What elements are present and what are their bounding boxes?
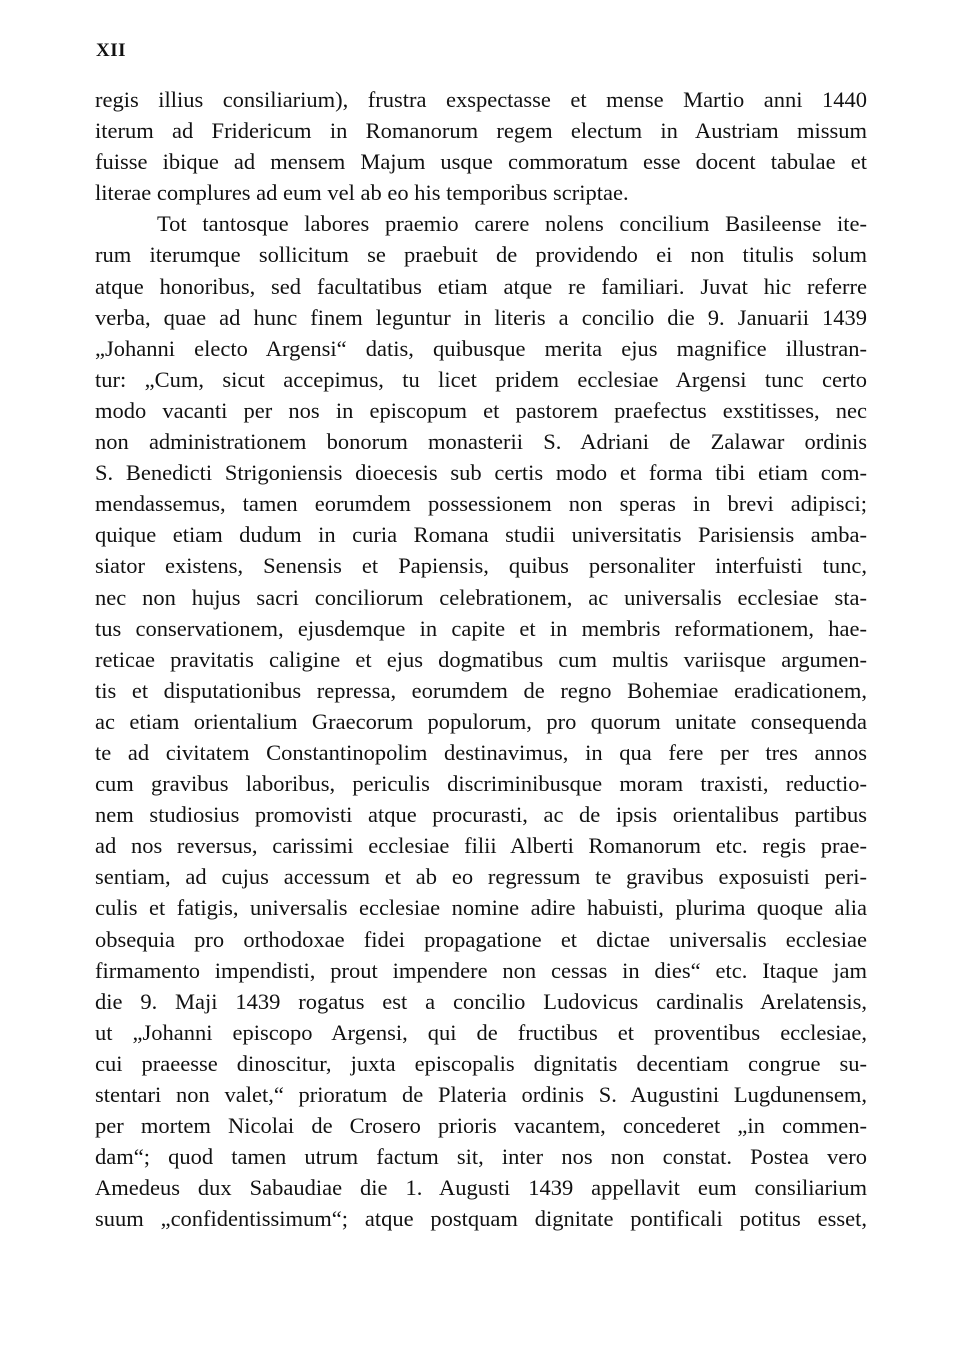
text-line: „Johanni electo Argensi“ datis, quibusque merita ejus magnifice illustran- [95,335,867,361]
text-line: cum gravibus laboribus, periculis discriminibusque moram traxisti, reductio- [95,771,867,797]
text-line: ac etiam orientalium Graecorum populorum, pro quorum unitate consequenda [95,708,867,734]
text-line: sentiam, ad cujus accessum et ab eo regressum te gravibus exposuisti peri- [95,864,867,890]
text-line: non administrationem bonorum monasterii S. Adriani de Zalawar ordinis [95,429,867,455]
text-line: stentari non valet,“ prioratum de Plateria ordinis S. Augustini Lugdunensem, [95,1082,867,1107]
body-text [95,84,867,1234]
text-line: culis et fatigis, universalis ecclesiae nomine adire habuisti, plurima quoque alia [95,895,867,921]
text-line: regis illius consiliarium), frustra exspectasse et mense Martio anni 1440 [95,87,867,112]
text-line: ut „Johanni episcopo Argensi, qui de fructibus et proventibus ecclesiae, [95,1019,867,1045]
text-line: nem studiosius promovisti atque procurasti, ac de ipsis orientalibus partibus [95,802,867,828]
text-line: per mortem Nicolai de Crosero prioris vacantem, concederet „in commen- [95,1113,867,1139]
text-line: modo vacanti per nos in episcopum et pastorem praefectus exstitisses, nec [95,397,867,423]
page-number: XII [96,40,127,61]
text-line: obsequia pro orthodoxae fidei propagatione et dictae universalis ecclesiae [95,926,867,952]
text-line: Amedeus dux Sabaudiae die 1. Augusti 1439 appellavit eum consiliarium [95,1175,867,1201]
text-line: tus conservationem, ejusdemque in capite et in membris reformationem, hae- [95,615,867,641]
text-line: ad nos reversus, carissimi ecclesiae filii Alberti Romanorum etc. regis prae- [95,833,867,859]
text-line: rum iterumque sollicitum se praebuit de providendo ei non titulis solum [95,242,867,268]
text-line: dam“; quod tamen utrum factum sit, inter nos non constat. Postea vero [95,1144,867,1170]
text-line: die 9. Maji 1439 rogatus est a concilio Ludovicus cardinalis Arelatensis, [95,988,867,1014]
text-line: te ad civitatem Constantinopolim destinavimus, in qua fere per tres annos [95,739,867,765]
text-line: cui praeesse dinoscitur, juxta episcopalis dignitatis decentiam congrue su- [95,1050,867,1076]
text-line: mendassemus, tamen eorumdem possessionem non speras in brevi adipisci; [95,491,867,517]
text-line: verba, quae ad hunc finem leguntur in literis a concilio die 9. Januarii 1439 [95,304,867,330]
text-line: firmamento impendisti, prout impendere non cessas in dies“ etc. Itaque jam [95,957,867,983]
text-line: atque honoribus, sed facultatibus etiam atque re familiari. Juvat hic referre [95,273,867,299]
text-line: Tot tantosque labores praemio carere nolens concilium Basileense ite- [157,211,867,237]
text-line: iterum ad Fridericum in Romanorum regem electum in Austriam missum [95,118,867,144]
text-line: quique etiam dudum in curia Romana studii universitatis Parisiensis amba- [95,522,867,548]
text-line: tis et disputationibus repressa, eorumdem de regno Bohemiae eradicationem, [95,677,867,703]
text-line: reticae pravitatis caligine et ejus dogmatibus cum multis variisque argumen- [95,646,867,672]
text-line: S. Benedicti Strigoniensis dioecesis sub certis modo et forma tibi etiam com- [95,460,867,486]
text-line: siator existens, Senensis et Papiensis, quibus personaliter interfuisti tunc, [95,553,867,579]
text-line: tur: „Cum, sicut accepimus, tu licet pridem ecclesiae Argensi tunc certo [95,366,867,392]
text-line: suum „confidentissimum“; atque postquam dignitate pontificali potitus esset, [95,1206,867,1232]
text-line: literae complures ad eum vel ab eo his temporibus scriptae. [95,180,629,206]
text-line: fuisse ibique ad mensem Majum usque commoratum esse docent tabulae et [95,149,867,175]
text-line: nec non hujus sacri conciliorum celebrationem, ac universalis ecclesiae sta- [95,584,867,610]
